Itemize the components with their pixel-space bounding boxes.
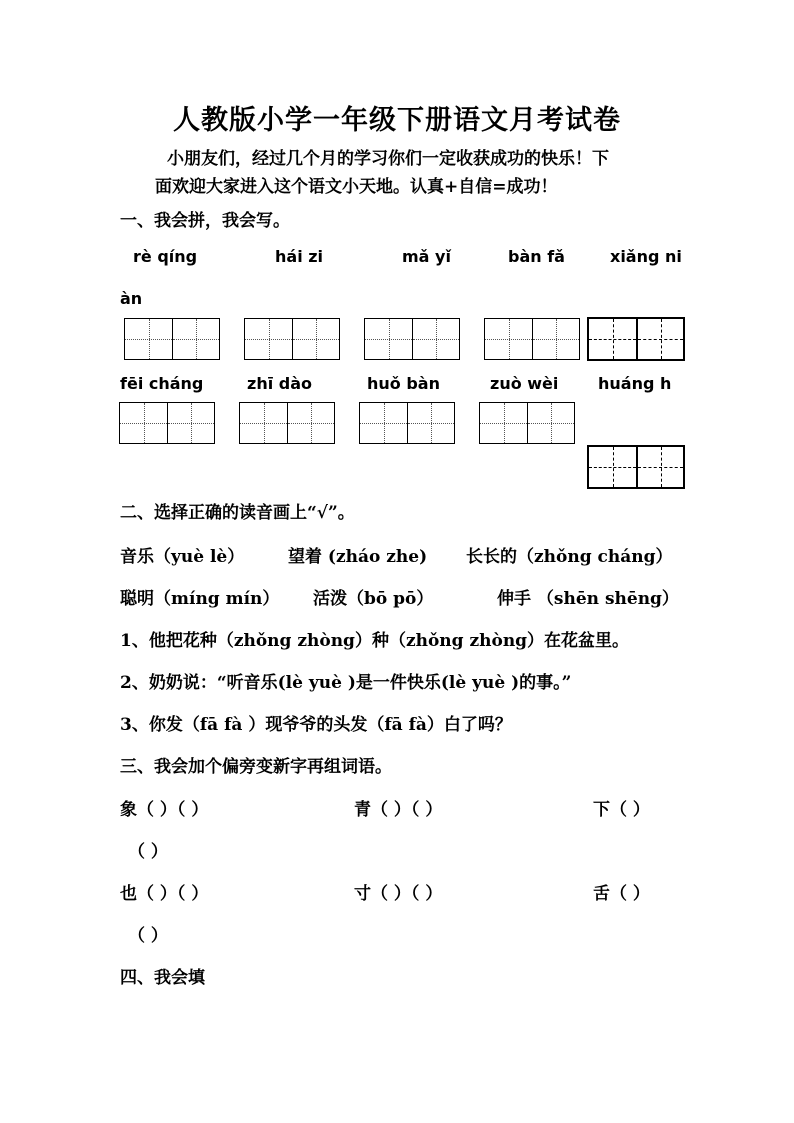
radical-blank[interactable]: 也（ ）（ ） [120, 884, 209, 904]
writing-grid[interactable] [119, 402, 215, 444]
sentence-question[interactable]: 1、他把花种（zhǒng zhòng）种（zhǒng zhòng）在花盆里。 [120, 631, 630, 651]
reading-choice[interactable]: 活泼（bō pō） [313, 589, 434, 609]
writing-grid[interactable] [479, 402, 575, 444]
pinyin-item: rè qíng [133, 247, 198, 266]
writing-grid[interactable] [364, 318, 460, 360]
reading-choice[interactable]: 聪明（míng mín） [120, 589, 280, 609]
page-title: 人教版小学一年级下册语文月考试卷 [173, 105, 621, 136]
pinyin-wrap: àn [120, 289, 143, 308]
word-blank[interactable]: （ ） [128, 926, 168, 946]
radical-blank[interactable]: 象（ ）（ ） [120, 800, 209, 820]
sentence-question[interactable]: 3、你发（fā fà ）现爷爷的头发（fā fà）白了吗？ [120, 715, 512, 735]
writing-grid[interactable] [587, 317, 685, 361]
pinyin-item: fēi cháng [120, 374, 204, 393]
pinyin-item: xiǎng ni [610, 247, 682, 266]
reading-choice[interactable]: 音乐（yuè lè） [120, 547, 245, 567]
writing-grid[interactable] [244, 318, 340, 360]
section-2-heading: 二、选择正确的读音画上“√”。 [120, 503, 355, 523]
section-4-heading: 四、我会填 [120, 968, 205, 988]
pinyin-item: huǒ bàn [367, 374, 440, 393]
intro-line-2: 面欢迎大家进入这个语文小天地。认真+自信=成功！ [155, 177, 558, 197]
section-1-heading: 一、我会拼，我会写。 [120, 211, 290, 231]
reading-choice[interactable]: 长长的（zhǒng cháng） [466, 547, 673, 567]
radical-blank[interactable]: 下（ ） [593, 800, 650, 820]
reading-choice[interactable]: 望着 (zháo zhe) [288, 547, 428, 567]
pinyin-item: mǎ yǐ [402, 247, 451, 266]
writing-grid[interactable] [587, 445, 685, 489]
pinyin-item: bàn fǎ [508, 247, 565, 266]
pinyin-item: zuò wèi [490, 374, 559, 393]
writing-grid[interactable] [359, 402, 455, 444]
reading-choice[interactable]: 伸手 （shēn shēng） [497, 589, 679, 609]
intro-line-1: 小朋友们，经过几个月的学习你们一定收获成功的快乐！下 [167, 149, 609, 169]
radical-blank[interactable]: 寸（ ）（ ） [354, 884, 443, 904]
word-blank[interactable]: （ ） [128, 842, 168, 862]
pinyin-item: zhī dào [247, 374, 312, 393]
radical-blank[interactable]: 舌（ ） [593, 884, 650, 904]
writing-grid[interactable] [124, 318, 220, 360]
sentence-question[interactable]: 2、奶奶说：“听音乐(lè yuè )是一件快乐(lè yuè )的事。” [120, 673, 572, 693]
writing-grid[interactable] [484, 318, 580, 360]
writing-grid[interactable] [239, 402, 335, 444]
section-3-heading: 三、我会加个偏旁变新字再组词语。 [120, 757, 392, 777]
radical-blank[interactable]: 青（ ）（ ） [354, 800, 443, 820]
pinyin-item: huáng h [598, 374, 672, 393]
pinyin-item: hái zi [275, 247, 324, 266]
